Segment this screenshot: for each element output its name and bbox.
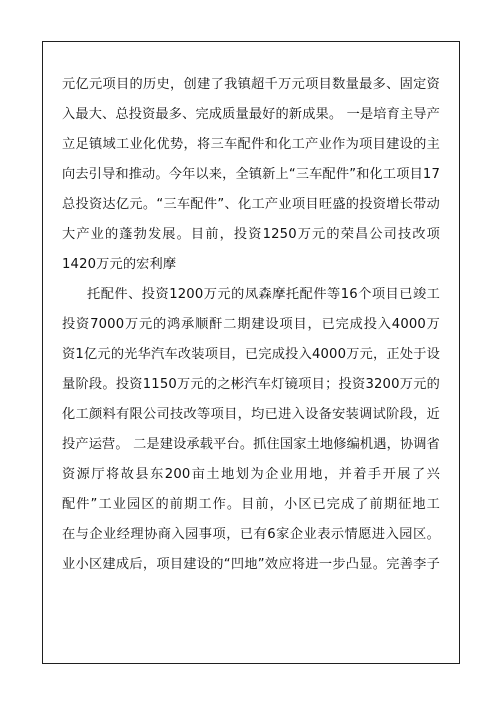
- text-line: 投资7000万元的鸿承顺酐二期建设项目，已完成投入4000万: [62, 317, 440, 332]
- text-line: 大产业的蓬勃发展。目前，投资1250万元的荣昌公司技改项: [62, 227, 440, 242]
- text-line: 配件”工业园区的前期工作。目前，小区已完成了前期征地工: [62, 497, 440, 512]
- text-line: 托配件、投资1200万元的凤森摩托配件等16个项目已竣工: [87, 287, 440, 302]
- text-line: 化工颜料有限公司技改等项目，均已进入设备安装调试阶段，近: [62, 407, 440, 422]
- text-line: 量阶段。投资1150万元的之彬汽车灯镜项目；投资3200万元的: [62, 377, 440, 392]
- text-line: 立足镇域工业化优势，将三车配件和化工产业作为项目建设的主: [62, 137, 440, 152]
- text-line: 入最大、总投资最多、完成质量最好的新成果。 一是培育主导产: [62, 107, 440, 122]
- text-line: 投产运营。 二是建设承载平台。抓住国家土地修编机遇，协调省: [62, 437, 440, 452]
- text-line: 总投资达亿元。“三车配件”、化工产业项目旺盛的投资增长带动: [62, 197, 440, 212]
- document-body: [62, 70, 440, 580]
- text-line: 资1亿元的光华汽车改装项目，已完成投入4000万元，正处于设: [62, 347, 440, 362]
- text-line: 1420万元的宏利摩: [62, 257, 177, 272]
- text-line: 向去引导和推动。今年以来，全镇新上“三车配件”和化工项目17: [62, 167, 440, 182]
- text-line: 在与企业经理协商入园事项，已有6家企业表示情愿进入园区。: [62, 527, 440, 542]
- text-line: 资源厅将故县东200亩土地划为企业用地，并着手开展了兴: [62, 467, 440, 482]
- text-line: 元亿元项目的历史，创建了我镇超千万元项目数量最多、固定资: [62, 77, 440, 92]
- text-line: 业小区建成后，项目建设的“凹地”效应将进一步凸显。完善李子: [62, 557, 440, 572]
